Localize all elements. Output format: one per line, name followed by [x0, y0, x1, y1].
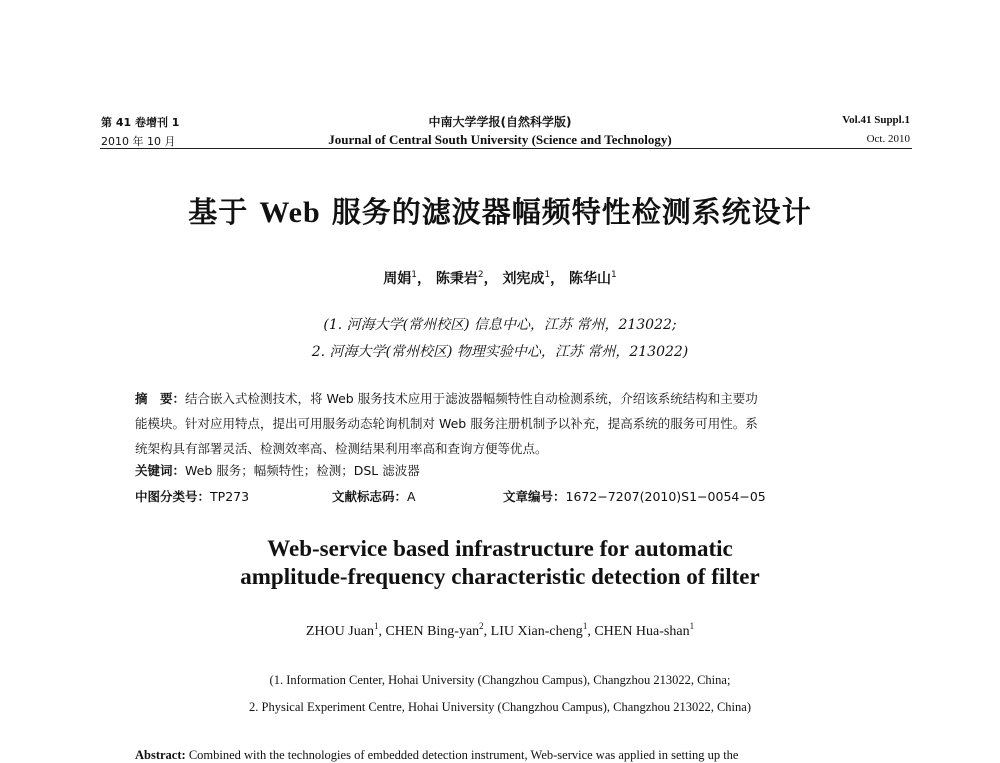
article-number	[503, 487, 766, 505]
doc-value: A	[407, 489, 416, 504]
authors-en: ZHOU Juan$^1$, CHEN Bing-yan$^2$, LIU Xian-cheng$^1$, CHEN Hua-shan$^1$	[305, 621, 695, 639]
author-sup: 1	[689, 621, 695, 631]
article-value: 1672−7207(2010)S1−0054−05	[565, 489, 766, 504]
authors-cn: 周娟$^1$， 陈秉岩$^2$， 刘宪成$^1$， 陈华山$^1$	[383, 270, 617, 287]
keywords-text: Web 服务；幅频特性；检测；DSL 滤波器	[185, 463, 420, 478]
author-sup: 1	[373, 621, 379, 631]
author-sup: 1	[544, 270, 551, 280]
keywords-cn	[135, 461, 420, 479]
clc-value: TP273	[210, 489, 250, 504]
title-suffix: 服务的滤波器幅频特性检测系统设计	[331, 195, 812, 229]
abstract-cn-line: 统架构具有部署灵活、检测效率高、检测结果利用率高和查询方便等优点。	[135, 441, 548, 456]
header-rule	[100, 148, 912, 149]
document-code	[332, 487, 416, 505]
affiliation-en-2: 2. Physical Experiment Centre, Hohai University (Changzhou Campus), Changzhou 213022, China)	[249, 700, 751, 714]
author-cn: 陈秉岩	[435, 271, 478, 287]
keywords-label: 关键词：	[135, 463, 186, 478]
affiliation-cn-1: (1. 河海大学(常州校区) 信息中心，江苏 常州，213022;	[323, 317, 677, 333]
author-cn: 陈华山	[569, 271, 612, 287]
author-en: LIU Xian-cheng	[490, 624, 583, 639]
author-cn: 刘宪成	[502, 271, 545, 287]
article-label: 文章编号：	[503, 489, 566, 504]
author-en: CHEN Bing-yan	[385, 624, 480, 639]
paper-title-cn	[0, 190, 1000, 231]
author-sup: 2	[479, 621, 484, 631]
header-volume-en: Vol.41 Suppl.1	[842, 114, 910, 126]
abstract-en-text: Combined with the technologies of embedded detection instrument, Web-service was applied in setting up the	[188, 748, 739, 762]
journal-name-en: Journal of Central South University (Science and Technology)	[328, 132, 672, 147]
abstract-cn	[135, 386, 875, 461]
author-sup: 2	[477, 270, 484, 280]
abstract-cn-label: 摘 要：	[135, 391, 186, 406]
doc-label: 文献标志码：	[332, 489, 408, 504]
title-web: Web	[259, 196, 321, 229]
abstract-en	[135, 748, 738, 763]
header-date-en: Oct. 2010	[866, 133, 910, 145]
affiliation-cn-2: 2. 河海大学(常州校区) 物理实验中心，江苏 常州，213022)	[311, 344, 689, 360]
abstract-cn-line: 能模块。针对应用特点，提出可用服务动态轮询机制对 Web 服务注册机制予以补充，提高系统的服务可用性。系	[135, 416, 758, 431]
abstract-cn-line: 结合嵌入式检测技术，将 Web 服务技术应用于滤波器幅频特性自动检测系统，介绍该系统结构和主要功	[185, 391, 758, 406]
paper-title-en-line1: Web-service based infrastructure for automatic	[267, 536, 733, 561]
author-sup: 1	[411, 270, 417, 280]
author-en: ZHOU Juan	[305, 624, 374, 639]
journal-name-cn: 中南大学学报(自然科学版)	[428, 115, 572, 129]
author-sup: 1	[611, 270, 617, 280]
clc-label: 中图分类号：	[135, 489, 211, 504]
author-cn: 周娟	[383, 271, 412, 287]
header-volume: 第 41 卷增刊 1	[101, 116, 180, 129]
author-en: CHEN Hua-shan	[594, 624, 690, 639]
author-sup: 1	[582, 621, 588, 631]
clc-number	[135, 487, 249, 505]
title-prefix: 基于	[188, 195, 249, 229]
abstract-en-label: Abstract:	[135, 748, 186, 762]
header-date: 2010 年 10 月	[101, 135, 176, 148]
affiliation-en-1: (1. Information Center, Hohai University (Changzhou Campus), Changzhou 213022, China;	[269, 673, 731, 687]
paper-title-en-line2: amplitude-frequency characteristic detection of filter	[240, 564, 760, 589]
